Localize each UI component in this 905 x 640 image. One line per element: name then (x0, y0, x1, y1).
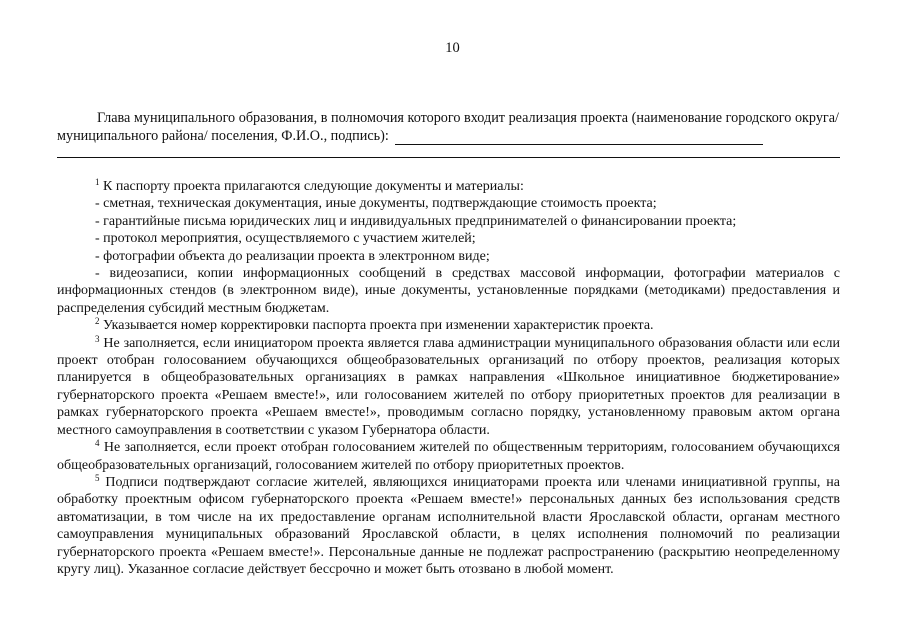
footnote-text: К паспорту проекта прилагаются следующие документы и материалы: (99, 179, 524, 194)
signature-line (395, 130, 763, 145)
footnote-text: Не заполняется, если проект отобран голосованием жителей по общественным территориям, голосованием обучающихся общеобразовательных организаций, голосованием жителей по отбору приоритетных проектов. (57, 440, 840, 473)
footnote-marker: 3 (95, 333, 100, 344)
footnote-1-item: - видеозаписи, копии информационных сообщений в средствах массовой информации, фотографии материалов с информационных стендов (в электронном виде), иные документы, установленные порядками (методиками) предоставления и распределения субсидий местным бюджетам. (57, 266, 840, 316)
page-number: 10 (445, 40, 460, 56)
footnotes (57, 178, 840, 578)
footnote-text: Подписи подтверждают согласие жителей, являющихся инициаторами проекта или членами инициативной группы, на обработку проектным офисом губернаторского проекта «Решаем вместе!» персональных данных без использования средств автоматизации, в том числе на их предоставление органам исполнительной власти Ярославской области, органам местного самоуправления муниципальных образований Ярославской области, в целях исполнения полномочий по реализации губернаторского проекта «Решаем вместе!». Персональные данные не подлежат распространению (раскрытию неопределенному кругу лиц). Указанное согласие действует бессрочно и может быть отозвано в любой момент. (57, 474, 840, 577)
signature-paragraph (57, 109, 839, 145)
footnote-1-item: - гарантийные письма юридических лиц и индивидуальных предпринимателей о финансировании проекта; (95, 213, 737, 229)
footnote-1-item: - сметная, техническая документация, иные документы, подтверждающие стоимость проекта; (95, 196, 657, 212)
footnote-3 (57, 335, 840, 439)
footnote-1-item: - фотографии объекта до реализации проекта в электронном виде; (95, 248, 490, 264)
footnote-1-item: - протокол мероприятия, осуществляемого с участием жителей; (95, 231, 476, 247)
footnote-4 (57, 439, 840, 474)
signature-line-full (57, 157, 840, 158)
footnote-marker: 4 (95, 438, 100, 449)
signature-text: Глава муниципального образования, в полномочия которого входит реализация проекта (наименование городского округа/ муниципального района/ поселения, Ф.И.О., подпись): (57, 110, 839, 144)
footnote-text: Не заполняется, если инициатором проекта является глава администрации муниципального образования области или если проект отобран голосованием обучающихся общеобразовательных организаций по отбору проектов, реализация которых планируется в общеобразовательных организациях в рамках направления «Школьное инициативное бюджетирование» губернаторского проекта «Решаем вместе!», или голосованием жителей по отбору приоритетных проектов для реализации в рамках губернаторского проекта «Решаем вместе!», проводимым согласно порядку, установленному правовым актом органа местного самоуправления в соответствии с указом Губернатора области. (57, 335, 840, 438)
footnote-marker: 1 (95, 177, 100, 187)
signature-block (57, 109, 839, 145)
footnote-marker: 2 (95, 316, 100, 327)
footnote-1 (57, 178, 840, 195)
footnote-text: Указывается номер корректировки паспорта проекта при изменении характеристик проекта. (99, 318, 654, 334)
footnote-5 (57, 474, 840, 578)
footnote-2 (57, 317, 840, 334)
footnote-marker: 5 (95, 472, 100, 483)
